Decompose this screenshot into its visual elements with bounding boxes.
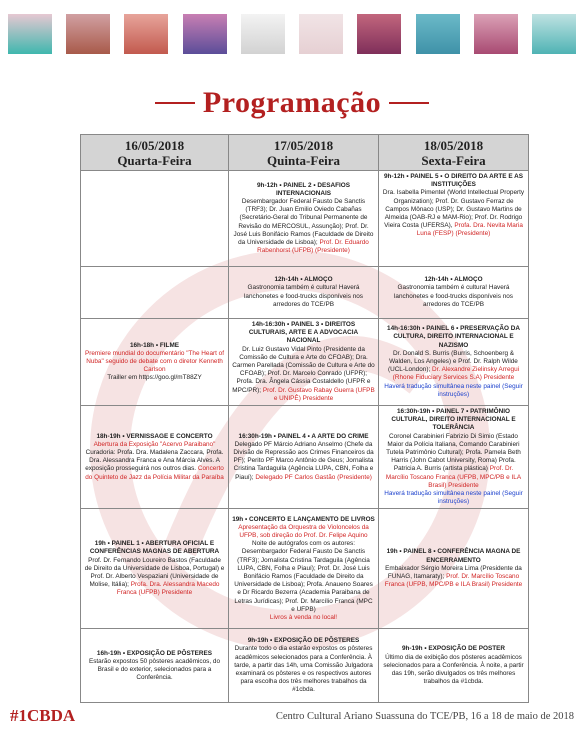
cell-posteres-thu	[229, 629, 379, 703]
event-chair: Prof. Dr. Gustavo Rabay Guerra (UFPB e UNIPÊ) Presidente	[262, 386, 375, 402]
event-title: 9h-19h • EXPOSIÇÃO DE POSTER	[401, 645, 506, 653]
event-chair: Prof. Dr. Marcílio Toscano Franca (UFPB, MPC/PB e ILA Brasil) Presidente	[384, 573, 523, 589]
table-row	[81, 171, 529, 267]
cell-almoco-fri	[379, 267, 529, 319]
event-title: 14h-16:30h • PAINEL 6 • PRESERVAÇÃO DA CULTURA, DIREITO INTERNACIONAL E NAZISMO	[387, 325, 520, 349]
header-row	[81, 135, 529, 171]
cell-almoco-thu	[229, 267, 379, 319]
event-chair: Profa. Dra. Nevita Maria Luna (FESP) (Presidente)	[416, 222, 523, 238]
title-rule-right	[389, 102, 429, 104]
event-highlight: Concerto do Quinteto de Jazz da Polícia Militar da Paraíba	[85, 465, 224, 481]
event-chair: Dr. Alexandre Zielinsky Arregui (Rhone Fiduciary Services S.A) Presidente	[392, 366, 520, 382]
footer-hashtag: #1CBDA	[10, 706, 76, 725]
cell-posteres-wed	[81, 629, 229, 703]
event-title: 16h-19h • EXPOSIÇÃO DE PÔSTERES	[96, 649, 213, 657]
column-date: 16/05/2018	[124, 138, 185, 153]
table-row	[81, 319, 529, 406]
event-title: 16h-18h • FILME	[129, 341, 180, 349]
event-text: Dr. Luiz Gustavo Vidal Pinto (Presidente da Comissão de Cultura e Arte do CFOAB); Dra. Carmen Parellada (Comissão de Cultura e Arte do CFOAB); Prof. Dr. Marcelo Conrado (UFPR); Profa. Dra. Ângela Cássia Costaldello (UFPR e MPC/PR);	[232, 345, 375, 394]
event-text: Noite de autógrafos com os autores: Desembargador Federal Fausto De Sanctis (TRF3); Jornalista Cristina Tardaguila (Agência LUPA, CBN, Folha e Piauí); Prof. Dr. José Luis Bonifácio Ramos (Faculdade de Direito da Universidade de Lisboa); Profa. Anaueno Soares e Dr Ricardo Bezerra (Academia Paraibana de Letras Jurídicas); Prof. Dr. Marcílio Franca (MPC e UFPB)	[234, 540, 373, 613]
event-title: 9h-12h • PAINEL 5 • O DIREITO DA ARTE E AS INSTITUIÇÕES	[383, 173, 524, 189]
swatch	[532, 14, 576, 54]
translation-note: Haverá tradução simultânea neste painel (Seguir instruções)	[384, 490, 523, 506]
column-header-fri	[379, 135, 529, 171]
swatch	[66, 14, 110, 54]
swatch	[357, 14, 401, 54]
event-text: Desembargador Federal Fausto De Sanctis (TRF3); Dr. Juan Emilio Oviedo Cabañas (Secretário-Geral do Tribunal Permanente de Revisão do MERCOSUL, Assunção); Prof. Dr. José Luis Bonifácio Ramos (Faculdade de Direito da Universidade de Lisboa);	[233, 197, 374, 246]
event-title: 16:30h-19h • PAINEL 4 • A ARTE DO CRIME	[238, 432, 369, 440]
event-title: 19h • CONCERTO E LANÇAMENTO DE LIVROS	[232, 515, 375, 523]
column-date: 18/05/2018	[423, 138, 484, 153]
page-title: Programação	[202, 86, 382, 119]
cell-vernissage	[81, 406, 229, 509]
column-header-thu	[229, 135, 379, 171]
column-header-wed	[81, 135, 229, 171]
title-rule-left	[155, 102, 195, 104]
cell-painel-5	[379, 171, 529, 267]
swatch	[241, 14, 285, 54]
event-chair: Prof. Dr. Marcílio Toscano Franca (UFPB, MPC/PB e ILA Brasil) Presidente	[385, 465, 522, 489]
event-text: Embaixador Sérgio Moreira Lima (Presidente da FUNAG, Itamaraty);	[385, 564, 522, 581]
cell-painel-8	[379, 509, 529, 629]
event-text: Trailler em https://goo.gl/mT88ZY	[107, 374, 202, 382]
table-row	[81, 629, 529, 703]
event-title: 14h-16:30h • PAINEL 3 • DIREITOS CULTURAIS, ARTE E A ADVOCACIA NACIONAL	[248, 321, 359, 345]
event-title: 18h-19h • VERNISSAGE E CONCERTO	[96, 432, 213, 440]
event-chair: Profa. Dra. Alessandra Macedo Franca (UFPB) Presidente	[116, 581, 220, 597]
translation-note: Haverá tradução simultânea neste painel (Seguir instruções)	[384, 382, 523, 398]
swatch	[416, 14, 460, 54]
event-text: Dr. Donald S. Burris (Burris, Schoenberg & Walden, Los Angeles) e Prof. Dr. Ralph Wilde (UCL-London);	[387, 349, 518, 374]
event-text: Gastronomia também é cultura! Haverá lanchonetes e food-trucks disponíveis nos arredores do TCE/PB	[393, 284, 513, 308]
event-title: 19h • PAINEL 1 • ABERTURA OFICIAL E CONFERÊNCIAS MAGNAS DE ABERTURA	[89, 540, 220, 556]
event-text: Dra. Isabella Pimentel (World Intellectual Property Organization); Prof. Dr. Gustavo Ferraz de Campos Mônaco (USP); Dr. Gustavo Martins de Almeida (OAB-RJ e MAM-Rio); Prof. Dr. Rodrigo Vieira Costa (UFERSA),	[382, 189, 525, 230]
column-day: Quarta-Feira	[117, 153, 192, 168]
event-text: Prof. Dr. Fernando Loureiro Bastos (Faculdade de Direito da Universidade de Lisboa, Portugal) e Prof. Dr. Alberto Vespaziani (Universidade de Molise, Itália);	[84, 556, 225, 589]
event-text: Estarão expostos 50 pôsteres acadêmicos, do Brasil e do exterior, selecionados para a Conferência.	[88, 657, 221, 682]
schedule-table	[80, 134, 529, 703]
swatch-strip	[8, 14, 576, 54]
event-highlight: Apresentação da Orquestra de Violoncelos da UFPB, sob direção do Prof. Dr. Felipe Aquino	[238, 523, 369, 540]
cell-filme	[81, 319, 229, 406]
event-chair: Prof. Dr. Eduardo Rabenhorst (UFPB) (Presidente)	[257, 239, 369, 255]
cell-poster-fri	[379, 629, 529, 703]
event-text: Último dia de exibição dos pôsteres acadêmicos selecionados para a Conferência. À noite, a partir das 19h, serão divulgados os três melhores trabalhos da #1cbda.	[383, 653, 524, 686]
table-row	[81, 406, 529, 509]
event-title: 12h-14h • ALMOÇO	[274, 276, 333, 284]
event-title: 19h • PAINEL 8 • CONFERÊNCIA MAGNA DE ENCERRAMENTO	[386, 548, 521, 564]
cell-painel-1	[81, 509, 229, 629]
cell-empty	[81, 171, 229, 267]
cell-painel-2	[229, 171, 379, 267]
cell-empty	[81, 267, 229, 319]
event-title: 9h-12h • PAINEL 2 • DESAFIOS INTERNACIONAIS	[256, 181, 351, 197]
swatch	[474, 14, 518, 54]
event-highlight: Livros à venda no local!	[269, 614, 338, 622]
event-text: Durante todo o dia estarão expostos os pôsteres acadêmicos selecionados para a Conferência. À tarde, a partir das 14h, uma Comissão Julgadora examinará os pôsteres e os respectivos autores para escolha dos três melhores trabalhos da #1cbda.	[234, 645, 373, 694]
event-text: Curadoria: Profa. Dra. Madalena Zaccara, Profa. Dra. Alessandra Franca e Ana Márcia Alves. A exposição prosseguirá nos outros dias.	[85, 449, 224, 473]
swatch	[124, 14, 168, 54]
event-text: Delegado PF Márcio Adriano Anselmo (Chefe da Divisão de Repressão aos Crimes Financeiros da PF); Perito PF Marco Antônio de Geus; Jornalista Cristina Tardaguila (Agência LUPA, CBN, Folha e Piauí);	[233, 440, 374, 481]
event-text: Gastronomia também é cultura! Haverá lanchonetes e food-trucks disponíveis nos arredores do TCE/PB	[243, 284, 363, 308]
event-title: 16:30h-19h • PAINEL 7 • PATRIMÔNIO CULTURAL, DIREITO INTERNACIONAL E TOLERÂNCIA	[391, 408, 516, 432]
swatch	[183, 14, 227, 54]
cell-concerto	[229, 509, 379, 629]
cell-painel-7	[379, 406, 529, 509]
footer-location: Centro Cultural Ariano Suassuna do TCE/PB, 16 a 18 de maio de 2018	[275, 711, 574, 722]
event-highlight: Premiere mundial do documentário "The Heart of Nuba" seguido de debate com o diretor Kenneth Carlson	[84, 349, 225, 374]
cell-painel-3	[229, 319, 379, 406]
event-highlight: Abertura da Exposição "Acervo Paraibano"	[93, 440, 216, 448]
table-row	[81, 509, 529, 629]
table-row	[81, 267, 529, 319]
event-text: Coronel Carabinieri Fabrizio Di Simio (Estado Maior da Polícia Italiana, Comando Carabinieri Tutela Patrimônio Cultural); Profa. Pamela Beth Harris (John Cabot University, Roma) Profa. Patricia A. Burris (artista plástica)	[386, 432, 521, 473]
event-title: 9h-19h • EXPOSIÇÃO DE PÔSTERES	[247, 637, 360, 645]
cell-painel-4	[229, 406, 379, 509]
event-chair: Delegado PF Carlos Gastão (Presidente)	[255, 473, 372, 481]
swatch	[8, 14, 52, 54]
swatch	[299, 14, 343, 54]
event-title: 12h-14h • ALMOÇO	[424, 276, 483, 284]
column-date: 17/05/2018	[273, 138, 334, 153]
column-day: Sexta-Feira	[421, 153, 486, 168]
title-row	[0, 86, 584, 120]
column-day: Quinta-Feira	[267, 153, 340, 168]
cell-painel-6	[379, 319, 529, 406]
